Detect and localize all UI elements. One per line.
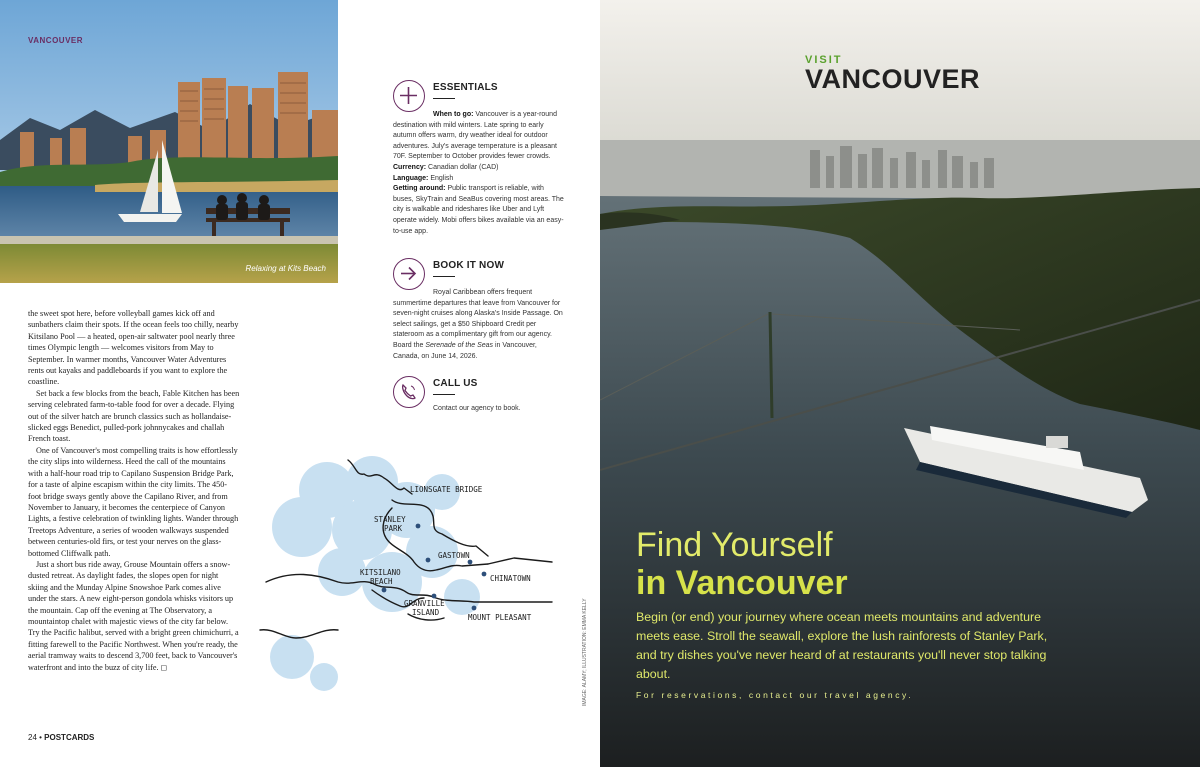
- map-illustration: [252, 452, 572, 702]
- article-paragraph: One of Vancouver's most compelling traits is how effortlessly the city slips into wilderness. Heed the call of the mountains with a half-hour road trip to Capilano Suspension Bridge Park, for a taste of alpine escapism within the city limits. The 450-foot bridge sways gently above the Capilano River, and from November to January, it becomes the centerpiece of Canyon Lights, a festive celebration of twinkling lights. Wander through Treetops Adventure, a series of wooden walkways suspended between centuries-old firs, or test your nerves on the glass-bottomed Cliffwalk path.: [28, 445, 239, 558]
- article-body: [28, 308, 240, 673]
- map-label-chinatown: CHINATOWN: [490, 574, 531, 583]
- right-page-ad: [600, 0, 1200, 767]
- ad-body: Begin (or end) your journey where ocean meets mountains and adventure meets ease. Stroll the seawall, explore the lush rainforests of Stanley Park, and try dishes you've never heard of at restaurants you'll never stop talking about.: [636, 610, 1048, 681]
- getting-label: Getting around:: [393, 185, 446, 193]
- section-tag: VANCOUVER: [28, 36, 84, 45]
- folio: 24 • POSTCARDS: [28, 733, 95, 742]
- map-label-lionsgate: LIONSGATE BRIDGE: [410, 485, 483, 494]
- when-label: When to go:: [433, 111, 474, 118]
- getting-text: Public transport is reliable, with buses, SkyTrain and SeaBus covering most areas. The city is walkable and rideshares like Uber and Lyft operate widely. Mobi offers bikes available via an easy-to-use app.: [393, 185, 564, 235]
- book-title: BOOK IT NOW: [433, 260, 505, 271]
- page-number: 24: [28, 733, 37, 742]
- folio-section: POSTCARDS: [44, 733, 95, 742]
- call-title: CALL US: [433, 378, 478, 389]
- map-label-beach: BEACH: [370, 577, 393, 586]
- map-label-island: ISLAND: [412, 608, 440, 617]
- headline-line-1: Find Yourself: [636, 526, 833, 564]
- ad-headline: [636, 526, 848, 602]
- headline-line-2: in Vancouver: [636, 564, 848, 602]
- credit-text: IMAGE: ALAMY; ILLUSTRATION: EMMA KELLY: [582, 598, 588, 706]
- map-label-granville: GRANVILLE: [404, 599, 445, 608]
- image-credit: [582, 598, 590, 706]
- heading-rule: [433, 276, 455, 277]
- arrow-right-icon: [393, 258, 425, 290]
- call-text: Contact our agency to book.: [433, 405, 521, 412]
- when-text: Vancouver is a year-round destination with mild winters. Late spring to early autumn offers warm, dry weather ideal for outdoor adventures. July's average temperature is a pleasant 70F. September to October provides fewer crowds.: [393, 111, 557, 161]
- essentials-body: [393, 110, 565, 237]
- map-label-stanley: STANLEY: [374, 515, 406, 524]
- visit-vancouver-logo: [805, 54, 995, 98]
- photo-caption: Relaxing at Kits Beach: [245, 264, 326, 273]
- map-label-kitsilano: KITSILANO: [360, 568, 401, 577]
- ship-name: Serenade of the Seas: [425, 341, 494, 349]
- language-label: Language:: [393, 174, 429, 182]
- neighborhood-map: [252, 452, 572, 702]
- brand-visit: VISIT: [805, 54, 843, 66]
- book-text-2: in Vancouver, Canada, on June 14, 2026.: [393, 341, 537, 360]
- heading-rule: [433, 98, 455, 99]
- article-paragraph: the sweet spot here, before volleyball games kick off and sunbathers claim their spots. If the ocean feels too chilly, nearby Kitsilano Pool — a heated, open-air saltwater pool nearly three times Olympic length — welcomes visitors from May to September. In warmer months, Vancouver Water Adventures rents out kayaks and paddleboards if you want to explore the coastline.: [28, 309, 239, 387]
- currency-text: Canadian dollar (CAD): [428, 163, 499, 171]
- map-label-mount-pleasant: MOUNT PLEASANT: [468, 613, 532, 622]
- language-text: English: [430, 174, 454, 182]
- brand-vancouver: VANCOUVER: [805, 64, 981, 94]
- book-text-1: Royal Caribbean offers frequent summertime departures that leave from Vancouver for seven-night cruises along Alaska's Inside Passage. On select sailings, get a $50 Shipboard Credit per stateroom as a complimentary gift from our agency. Board the: [393, 289, 563, 349]
- essentials-title: ESSENTIALS: [433, 82, 498, 93]
- book-body: [393, 288, 565, 362]
- article-paragraph: Just a short bus ride away, Grouse Mountain offers a snow-dusted retreat. As daylight fades, the slopes open for night skiing and the Munday Alpine Snowshoe Park comes alive under the stars. A new eight-person gondola whisks visitors up the mountain. Cap off the evening at The Observatory, a mountaintop chalet with majestic views of the city far below. Try the Pacific halibut, served with a bright green chimichurri, a fitting farewell to the Pacific Northwest. When you're ready, the aerial tramway waits to descend 3,700 feet, back to Vancouver's waterfront and into the buzz of city life. ◻: [28, 559, 239, 672]
- map-label-park: PARK: [384, 524, 403, 533]
- article-paragraph: Set back a few blocks from the beach, Fable Kitchen has been serving celebrated farm-to-table food for over a decade. Flying out of the silver hatch are brunch classics such as hollandaise-slicked eggs Benedict, pulled-pork johnnycakes and challah French toast.: [28, 388, 240, 444]
- ad-cta: For reservations, contact our travel agency.: [636, 690, 914, 700]
- currency-label: Currency:: [393, 163, 427, 171]
- map-label-gastown: GASTOWN: [438, 551, 470, 560]
- plus-icon: [393, 80, 425, 112]
- heading-rule: [433, 394, 455, 395]
